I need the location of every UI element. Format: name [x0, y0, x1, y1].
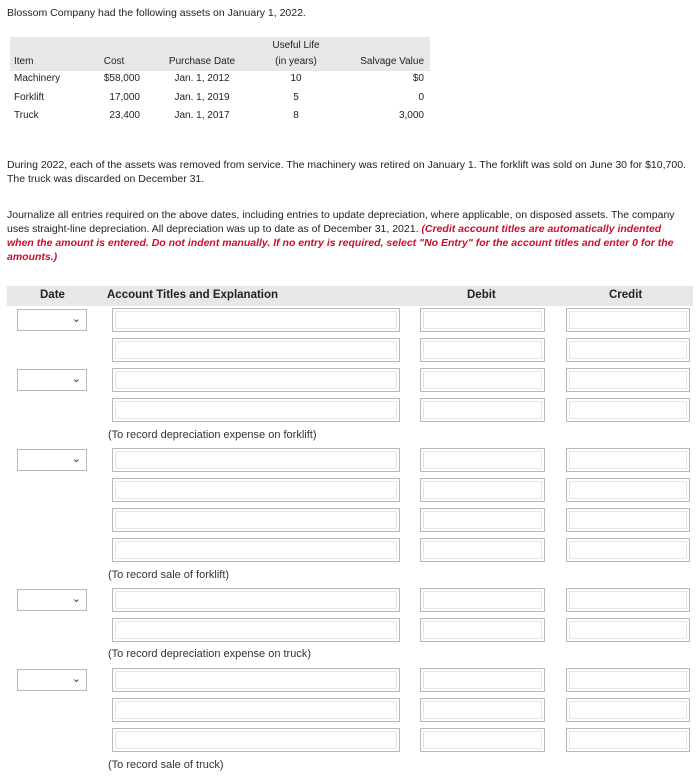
journal-header-credit: Credit — [609, 289, 643, 301]
journal-header-account: Account Titles and Explanation — [107, 289, 279, 301]
debit-input[interactable] — [420, 538, 545, 562]
debit-input[interactable] — [420, 308, 545, 332]
account-title-input[interactable] — [112, 728, 400, 752]
header-cost: Cost — [103, 56, 125, 67]
instructions-red-note: (Credit account titles are automatically indented when the amount is entered. Do not indent manually. If no entry is required, select "No Entry" for the account titles and enter 0 for the amounts.) — [7, 223, 674, 263]
chevron-down-icon: ⌄ — [71, 673, 81, 685]
date-select[interactable] — [17, 669, 87, 691]
credit-input[interactable] — [566, 448, 690, 472]
journal-header — [7, 286, 693, 306]
chevron-down-icon: ⌄ — [71, 313, 81, 325]
credit-input[interactable] — [566, 508, 690, 532]
account-title-input[interactable] — [112, 588, 400, 612]
row-cost: $58,000 — [103, 73, 140, 84]
debit-input[interactable] — [420, 668, 545, 692]
row-date: Jan. 1, 2012 — [174, 73, 230, 84]
header-useful-life-line1: Useful Life — [272, 40, 320, 51]
account-title-input[interactable] — [112, 338, 400, 362]
journal-header-date: Date — [40, 289, 65, 301]
account-title-input[interactable] — [112, 368, 400, 392]
debit-input[interactable] — [420, 698, 545, 722]
credit-input[interactable] — [566, 368, 690, 392]
instructions-text: Journalize all entries required on the above dates, including entries to update depreciation, where applicable, on disposed assets. The company uses straight-line depreciation. All depreciation was up to date as of December 31, 2021. — [7, 209, 675, 235]
credit-input[interactable] — [566, 728, 690, 752]
entry-note-truck-depreciation: (To record depreciation expense on truck) — [108, 648, 311, 660]
credit-input[interactable] — [566, 338, 690, 362]
debit-input[interactable] — [420, 618, 545, 642]
chevron-down-icon: ⌄ — [71, 593, 81, 605]
debit-input[interactable] — [420, 338, 545, 362]
date-select[interactable] — [17, 309, 87, 331]
date-select[interactable] — [17, 589, 87, 611]
date-select[interactable] — [17, 449, 87, 471]
credit-input[interactable] — [566, 478, 690, 502]
account-title-input[interactable] — [112, 618, 400, 642]
debit-input[interactable] — [420, 508, 545, 532]
account-title-input[interactable] — [112, 538, 400, 562]
debit-input[interactable] — [420, 478, 545, 502]
account-title-input[interactable] — [112, 668, 400, 692]
row-life: 5 — [293, 92, 299, 103]
chevron-down-icon: ⌄ — [71, 453, 81, 465]
credit-input[interactable] — [566, 588, 690, 612]
intro-text: Blossom Company had the following assets on January 1, 2022. — [7, 7, 306, 19]
row-date: Jan. 1, 2019 — [174, 92, 230, 103]
row-salvage: 3,000 — [398, 110, 424, 121]
credit-input[interactable] — [566, 618, 690, 642]
header-item: Item — [14, 56, 34, 67]
entry-note-forklift-sale: (To record sale of forklift) — [108, 569, 230, 581]
row-item: Truck — [14, 110, 39, 121]
row-cost: 23,400 — [109, 110, 140, 121]
header-salvage-value: Salvage Value — [360, 56, 424, 67]
debit-input[interactable] — [420, 728, 545, 752]
credit-input[interactable] — [566, 308, 690, 332]
row-salvage: $0 — [412, 73, 424, 84]
row-cost: 17,000 — [109, 92, 140, 103]
account-title-input[interactable] — [112, 478, 400, 502]
account-title-input[interactable] — [112, 398, 400, 422]
entry-note-forklift-depreciation: (To record depreciation expense on forklift) — [108, 429, 317, 441]
row-salvage: 0 — [418, 92, 424, 103]
account-title-input[interactable] — [112, 448, 400, 472]
row-item: Machinery — [14, 73, 61, 84]
debit-input[interactable] — [420, 398, 545, 422]
account-title-input[interactable] — [112, 308, 400, 332]
account-title-input[interactable] — [112, 508, 400, 532]
journal-header-debit: Debit — [467, 289, 496, 301]
entry-note-truck-sale: (To record sale of truck) — [108, 759, 224, 771]
debit-input[interactable] — [420, 368, 545, 392]
row-life: 8 — [293, 110, 299, 121]
chevron-down-icon: ⌄ — [71, 373, 81, 385]
row-item: Forklift — [14, 92, 44, 103]
debit-input[interactable] — [420, 448, 545, 472]
credit-input[interactable] — [566, 668, 690, 692]
date-select[interactable] — [17, 369, 87, 391]
credit-input[interactable] — [566, 538, 690, 562]
row-life: 10 — [290, 73, 302, 84]
header-useful-life-line2: (in years) — [275, 56, 317, 67]
row-date: Jan. 1, 2017 — [174, 110, 230, 121]
scenario-paragraph: During 2022, each of the assets was removed from service. The machinery was retired on January 1. The forklift was sold on June 30 for $10,700. The truck was discarded on December 31. — [7, 159, 686, 185]
account-title-input[interactable] — [112, 698, 400, 722]
debit-input[interactable] — [420, 588, 545, 612]
credit-input[interactable] — [566, 398, 690, 422]
credit-input[interactable] — [566, 698, 690, 722]
instructions-paragraph — [7, 208, 689, 264]
header-purchase-date: Purchase Date — [168, 56, 236, 67]
